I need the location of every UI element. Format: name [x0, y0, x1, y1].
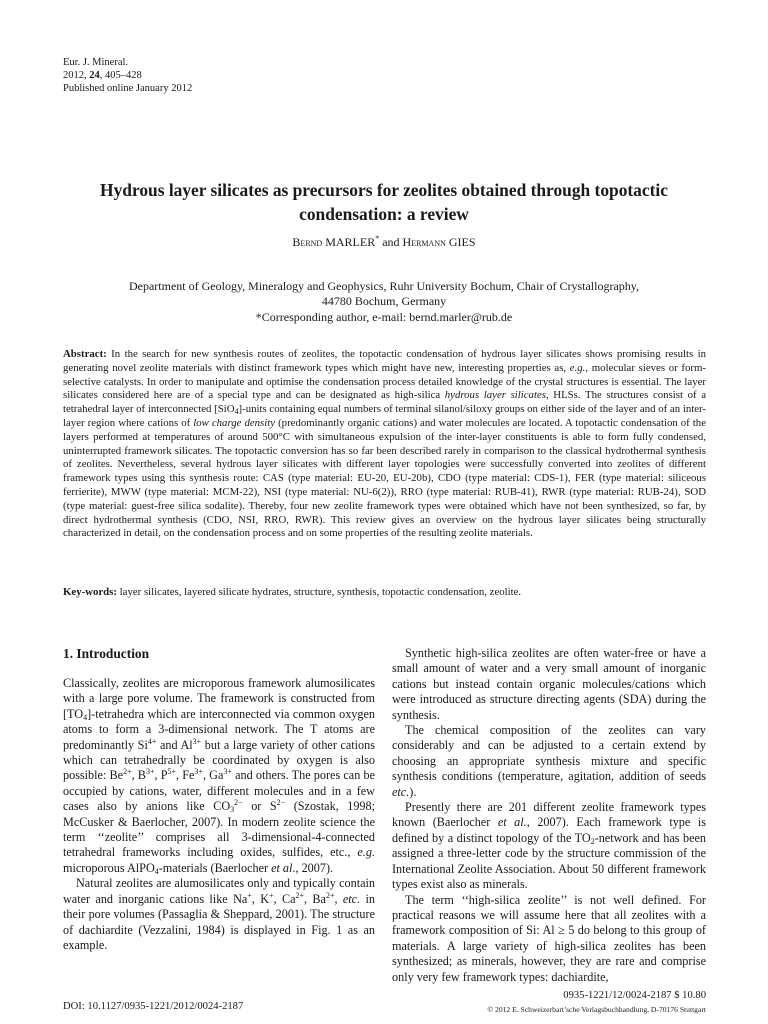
abstract: Abstract: In the search for new synthesis routes of zeolites, the topotactic condensation of hydrous layer silicates shows promising results in generating novel zeolite materials with distinct framework types which might have new, interesting properties as, e.g., molecular sieves or form-selective catalysts. In order to manipulate and optimise the condensation process detailed knowledge of the crystal structures is essential. The layer silicates considered here are of a special type and can be designated as high-silica hydrous layer silicates, HLSs. The structures consist of a tetrahedral layer of interconnected [SiO$_4$]-units containing equal numbers of terminal silanol/siloxy groups on either side of the layer and of an inter-layer region where cations of low charge density (predominantly organic cations) and water molecules are located. A topotactic condensation of the layers performed at temperatures of around 500°C with simultaneous expulsion of the inter-layer constituents is able to form fully condensed, uninterrupted framework silicates. The topotactic conversion has so far been described rarely in comparison to the classical hydrothermal synthesis of zeolites. Nevertheless, several hydrous layer silicates with different layer topologies were successfully converted into zeolites of different framework types using this synthesis route: CAS (type material: EU-20, EU-20b), CDO (type material: CDS-1), FER (type material: siliceous ferrierite), MWW (type material: MCM-22), NSI (type material: NU-6(2)), RRO (type material: RUB-41), RWR (type material: RUB-24), SOD (type material: guest-free silica sodalite). Thereby, four new zeolite framework types were obtained which have not been synthesized, so far, by direct hydrothermal synthesis (CDO, NSI, RRO, RWR). This review gives an overview on the hydrous layer silicates being structurally characterized in detail, on the condensation process and on some properties of the resulting zeolite materials.	[63, 348, 706, 540]
journal-info	[63, 56, 192, 95]
journal-volume-line: 2012, 24, 405–428	[63, 70, 142, 81]
paragraph: Synthetic high-silica zeolites are often water-free or have a small amount of water and a very small amount of inorganic cations but instead contain organic molecules/cations which were introduced as structure directing agents (SDA) during the synthesis.	[392, 646, 706, 722]
doi: DOI: 10.1127/0935-1221/2012/0024-2187	[63, 1001, 244, 1012]
paragraph: The term ‘‘high-silica zeolite’’ is not well defined. For practical reasons we will assume here that all zeolites with a framework composition of Si: Al ≥ 5 do belong to this group of materials. A large variety of high-silica zeolites has been synthesized; as minerals, however, they are rare and comprise only very few framework types: dachiardite,	[392, 892, 706, 984]
section-heading: 1. Introduction	[63, 646, 150, 661]
corresponding-author: *Corresponding author, e-mail: bernd.marler@rub.de	[255, 309, 513, 324]
paragraph: Presently there are 201 different zeolite framework types known (Baerlocher et al., 2007). Each framework type is defined by a distinct topology of the $TO_2$-network and has been assigned a three-letter code by the structure commission of the International Zeolite Association. About 50 different framework types exist also as minerals.	[392, 800, 706, 892]
keywords-label: Key-words:	[63, 586, 117, 598]
paper-title: Hydrous layer silicates as precursors for zeolites obtained through topotactic condensation: a review	[100, 180, 668, 224]
paragraph: Natural zeolites are alumosilicates only and typically contain water and inorganic cations like Na+, K+, $Ca^{2+}$, $Ba^{2+}$, etc. in their pore volumes (Passaglia & Sheppard, 2001). The structure of dachiardite (Vezzalini, 1984) is displayed in Fig. 1 as an example.	[63, 876, 375, 952]
left-column	[63, 646, 375, 953]
copyright: © 2012 E. Schweizerbart’sche Verlagsbuchhandlung, D-70176 Stuttgart	[487, 1005, 706, 1014]
keywords: Key-words: layer silicates, layered silicate hydrates, structure, synthesis, topotactic condensation, zeolite.	[63, 586, 522, 598]
authors: Bernd MARLER* and Hermann GIES	[292, 234, 476, 249]
affiliation: Department of Geology, Mineralogy and Geophysics, Ruhr University Bochum, Chair of Crystallography, 44780 Bochum, Germany *Corresponding author, e-mail: bernd.marler@rub.de	[80, 279, 688, 325]
right-column	[392, 646, 706, 985]
paragraph: The chemical composition of the zeolites can vary considerably and can be adjusted to a certain extend by choosing an appropriate synthesis mixture and specific synthesis conditions (temperature, agitation, addition of seeds etc.).	[392, 723, 706, 799]
journal-name: Eur. J. Mineral.	[63, 57, 129, 68]
issn-price: 0935-1221/12/0024-2187 $ 10.80	[563, 990, 706, 1001]
paragraph: Classically, zeolites are microporous framework alumosilicates with a large pore volume. The framework is constructed from $[TO_4]$-tetrahedra which are interconnected via common oxygen atoms to form a 3-dimensional network. The T atoms are predominantly $Si^{4+}$ and $Al^{3+}$ but a large variety of other cations which can tetrahedrally be coordinated by oxygen is also possible: $Be^{2+}$, $B^{3+}$, $P^{5+}$, $Fe^{3+}$, $Ga^{3+}$ and others. The pores can be occupied by cations, water, different molecules and in a few cases also by anions like $CO_3^{2-}$ or $S^{2-}$ (Szostak, 1998; McCusker & Baerlocher, 2007). In modern zeolite science the term ‘‘zeolite’’ comprises all 3-dimensional-4-connected tetrahedral frameworks including oxides, sulfides, etc., e.g. microporous AlPO$_4$-materials (Baerlocher et al., 2007).	[63, 676, 376, 876]
abstract-label: Abstract:	[63, 348, 107, 360]
journal-published: Published online January 2012	[63, 83, 193, 94]
